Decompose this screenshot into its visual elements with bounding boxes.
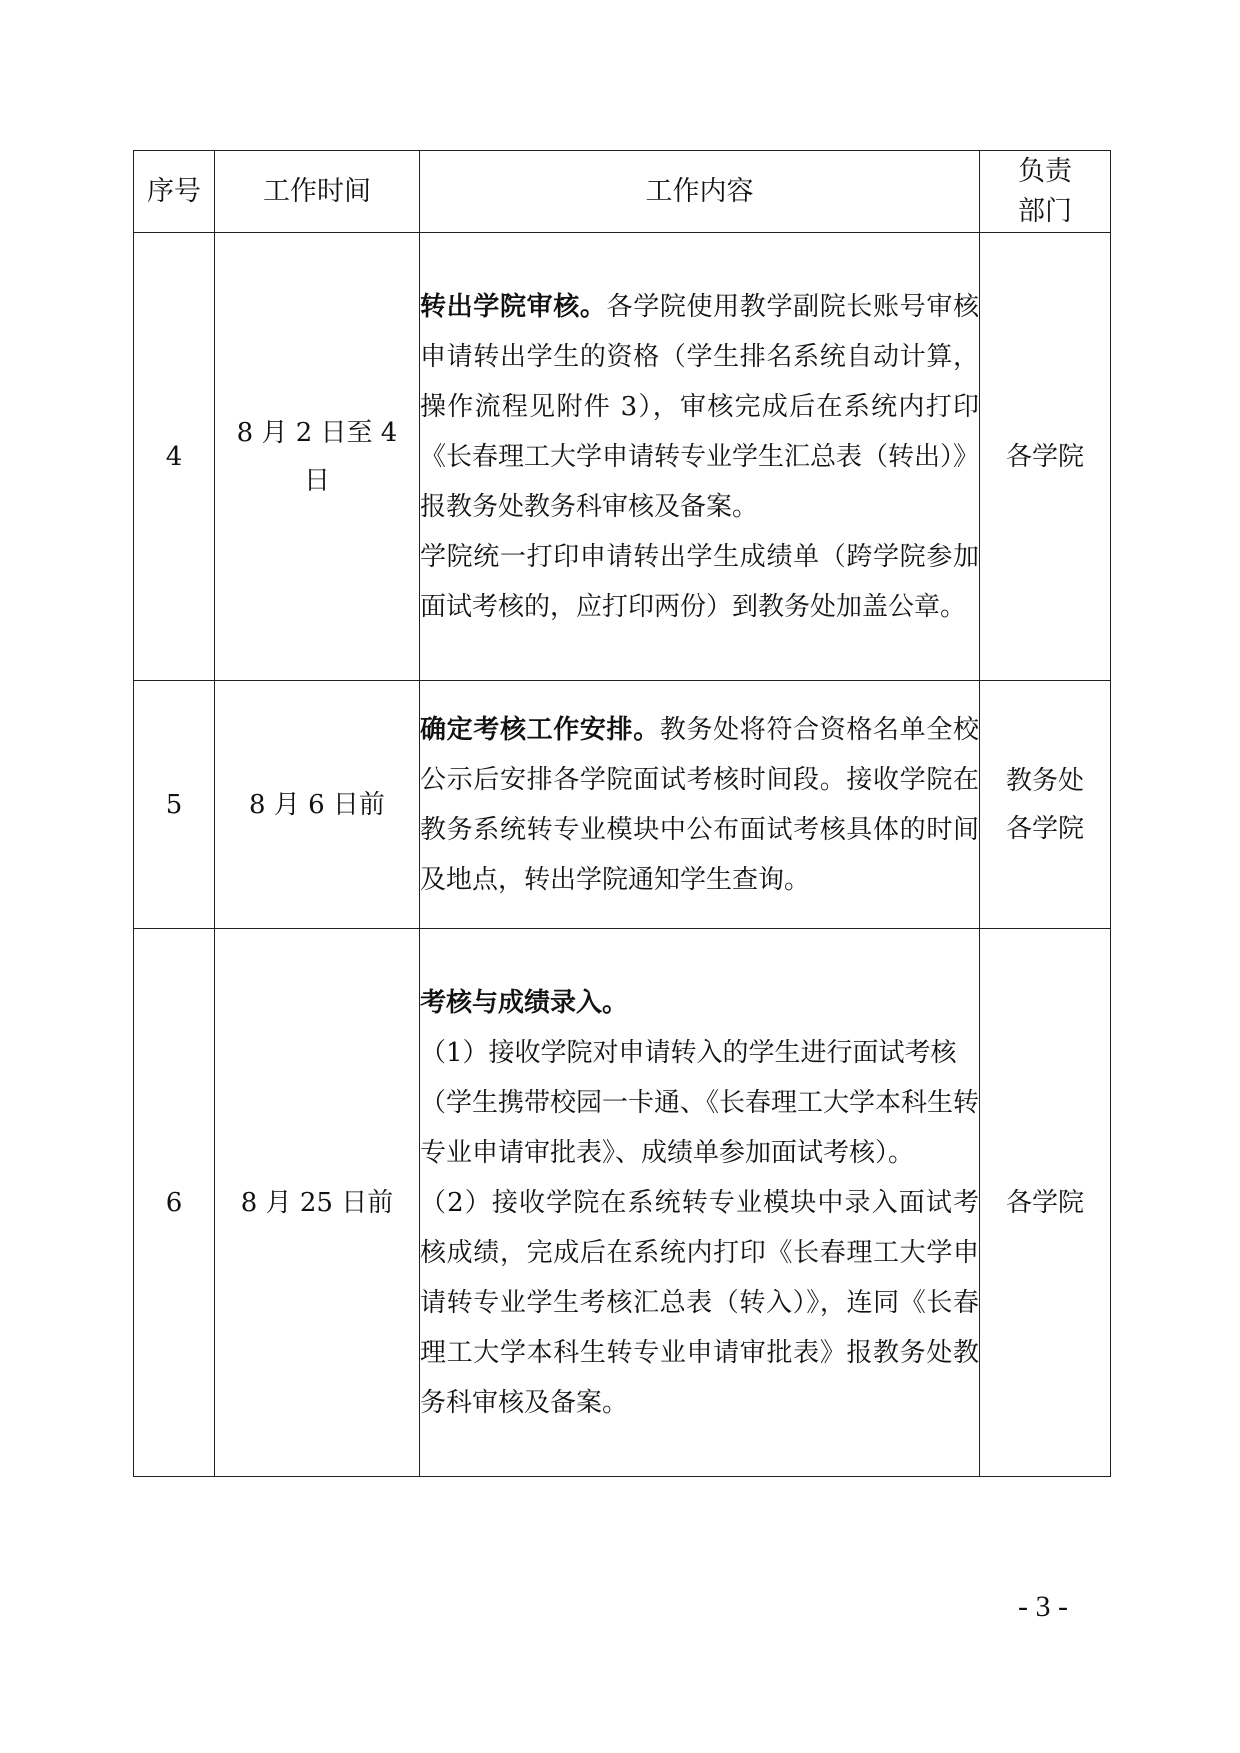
row-dept: 各学院	[980, 929, 1111, 1477]
header-dept-line2: 部门	[1018, 195, 1072, 227]
row-content	[420, 929, 980, 1477]
row-no: 4	[134, 233, 215, 681]
row-content-para	[420, 705, 979, 905]
row-content	[420, 233, 980, 681]
table-row	[134, 929, 1111, 1477]
row-no: 5	[134, 681, 215, 929]
row-content	[420, 681, 980, 929]
row-content-lead: 确定考核工作安排。	[420, 714, 660, 745]
header-no: 序号	[134, 151, 215, 233]
table-row	[134, 681, 1111, 929]
row-time: 8 月 2 日至 4 日	[215, 233, 420, 681]
row-content-text: 各学院使用教学副院长账号审核申请转出学生的资格（学生排名系统自动计算，操作流程见附件 3），审核完成后在系统内打印《长春理工大学申请转专业学生汇总表（转出）》报教务处教务科审核及备案。	[420, 291, 980, 522]
row-content-para: （2）接收学院在系统转专业模块中录入面试考核成绩，完成后在系统内打印《长春理工大学申请转专业学生考核汇总表（转入）》，连同《长春理工大学本科生转专业申请审批表》报教务处教务科审核及备案。	[420, 1187, 979, 1418]
row-time: 8 月 25 日前	[215, 929, 420, 1477]
row-content-para	[420, 282, 979, 532]
row-dept-line1: 教务处	[1005, 765, 1084, 796]
row-content-text: 教务处将符合资格名单全校公示后安排各学院面试考核时间段。接收学院在教务系统转专业模块中公布面试考核具体的时间及地点，转出学院通知学生查询。	[420, 714, 979, 895]
row-dept-line2: 各学院	[1005, 813, 1084, 844]
row-content-lead: 考核与成绩录入。	[420, 987, 629, 1018]
header-content: 工作内容	[420, 151, 980, 233]
row-content-para: 学院统一打印申请转出学生成绩单（跨学院参加面试考核的，应打印两份）到教务处加盖公章。	[420, 541, 979, 622]
work-schedule-table	[133, 150, 1111, 1477]
row-content-para: （学生携带校园一卡通、《长春理工大学本科生转专业申请审批表》、成绩单参加面试考核）。	[420, 1087, 980, 1168]
row-dept	[980, 681, 1111, 929]
row-no: 6	[134, 929, 215, 1477]
page-number: - 3 -	[1018, 1590, 1068, 1623]
row-content-lead: 转出学院审核。	[420, 291, 607, 322]
table-header-row	[134, 151, 1111, 233]
row-dept: 各学院	[980, 233, 1111, 681]
header-dept-line1: 负责	[1018, 155, 1072, 187]
table-row	[134, 233, 1111, 681]
header-dept	[980, 151, 1111, 233]
row-content-para: （1）接收学院对申请转入的学生进行面试考核	[420, 1037, 957, 1068]
row-time: 8 月 6 日前	[215, 681, 420, 929]
header-time: 工作时间	[215, 151, 420, 233]
